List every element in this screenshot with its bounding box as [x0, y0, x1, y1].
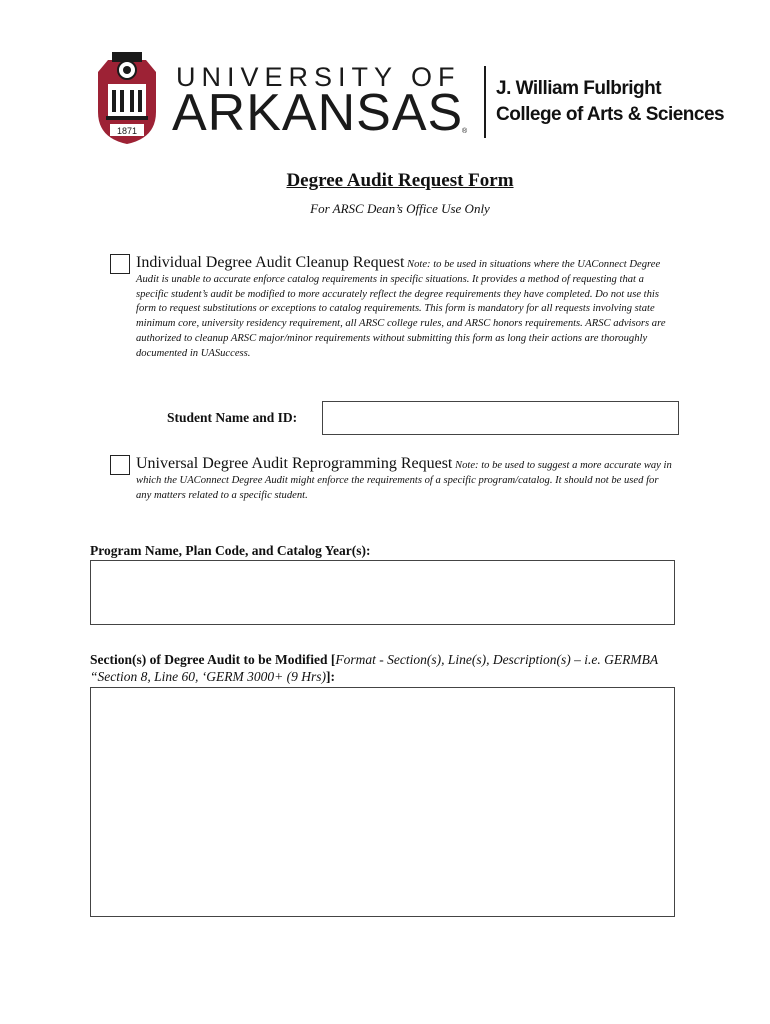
student-name-label: Student Name and ID: — [167, 410, 298, 425]
college-name-line2: College of Arts & Sciences — [496, 104, 725, 125]
sections-label-bold: Section(s) of Degree Audit to be Modified [ — [90, 652, 336, 667]
cleanup-request-label: Individual Degree Audit Cleanup Request — [136, 254, 405, 271]
reprogramming-request-note: Note: to be used to suggest a more accurate way in which the UAConnect Degree Audit might enforce the requirements of a specific program/catalog. It should not be used for any matters related to a specific student. — [136, 460, 672, 501]
college-name-line1: J. William Fulbright — [496, 78, 662, 99]
sections-label — [90, 651, 680, 685]
sections-label-end: ]: — [325, 669, 335, 684]
form-title: Degree Audit Request Form — [286, 170, 514, 191]
cleanup-request-checkbox[interactable] — [110, 254, 130, 274]
cleanup-request-note: Note: to be used in situations where the UAConnect Degree Audit is unable to accurate enforce catalog requirements in specific situations. It provides a method of requesting that a specific student’s audit be modified to more accurately reflect the degree requirements they have completed. Do not use this form to request substitutions or exceptions to catalog requirements. This form is mandatory for all requests involving state minimum core, university residency requirement, all ARSC college rules, and ARSC honors requirements. ARSC advisors are authorized to cleanup ARSC major/minor requirements without submitting this form as long their actions are thoroughly documented in UASuccess. — [136, 259, 666, 359]
university-name-line2: ARKANSAS — [172, 84, 464, 142]
cleanup-request-option — [136, 256, 676, 362]
reprogramming-request-label: Universal Degree Audit Reprogramming Request — [136, 455, 453, 472]
sections-label-format: Format - Section(s), Line(s), Description(s) – i.e. GERMBA “Section 8, Line 60, ‘GERM 3000+ (9 Hrs) — [90, 652, 658, 684]
seal-year: 1871 — [116, 126, 138, 136]
program-label: Program Name, Plan Code, and Catalog Year(s): — [90, 543, 371, 558]
form-subtitle: For ARSC Dean’s Office Use Only — [310, 201, 490, 216]
header-divider — [484, 66, 486, 138]
sections-input[interactable] — [90, 687, 675, 917]
student-name-input[interactable] — [322, 401, 679, 435]
university-seal-logo — [94, 50, 160, 146]
trademark-symbol: ® — [462, 128, 468, 135]
university-name-line1: UNIVERSITY OF — [176, 62, 461, 92]
program-input[interactable] — [90, 560, 675, 625]
reprogramming-request-checkbox[interactable] — [110, 455, 130, 475]
reprogramming-request-option — [136, 457, 676, 503]
